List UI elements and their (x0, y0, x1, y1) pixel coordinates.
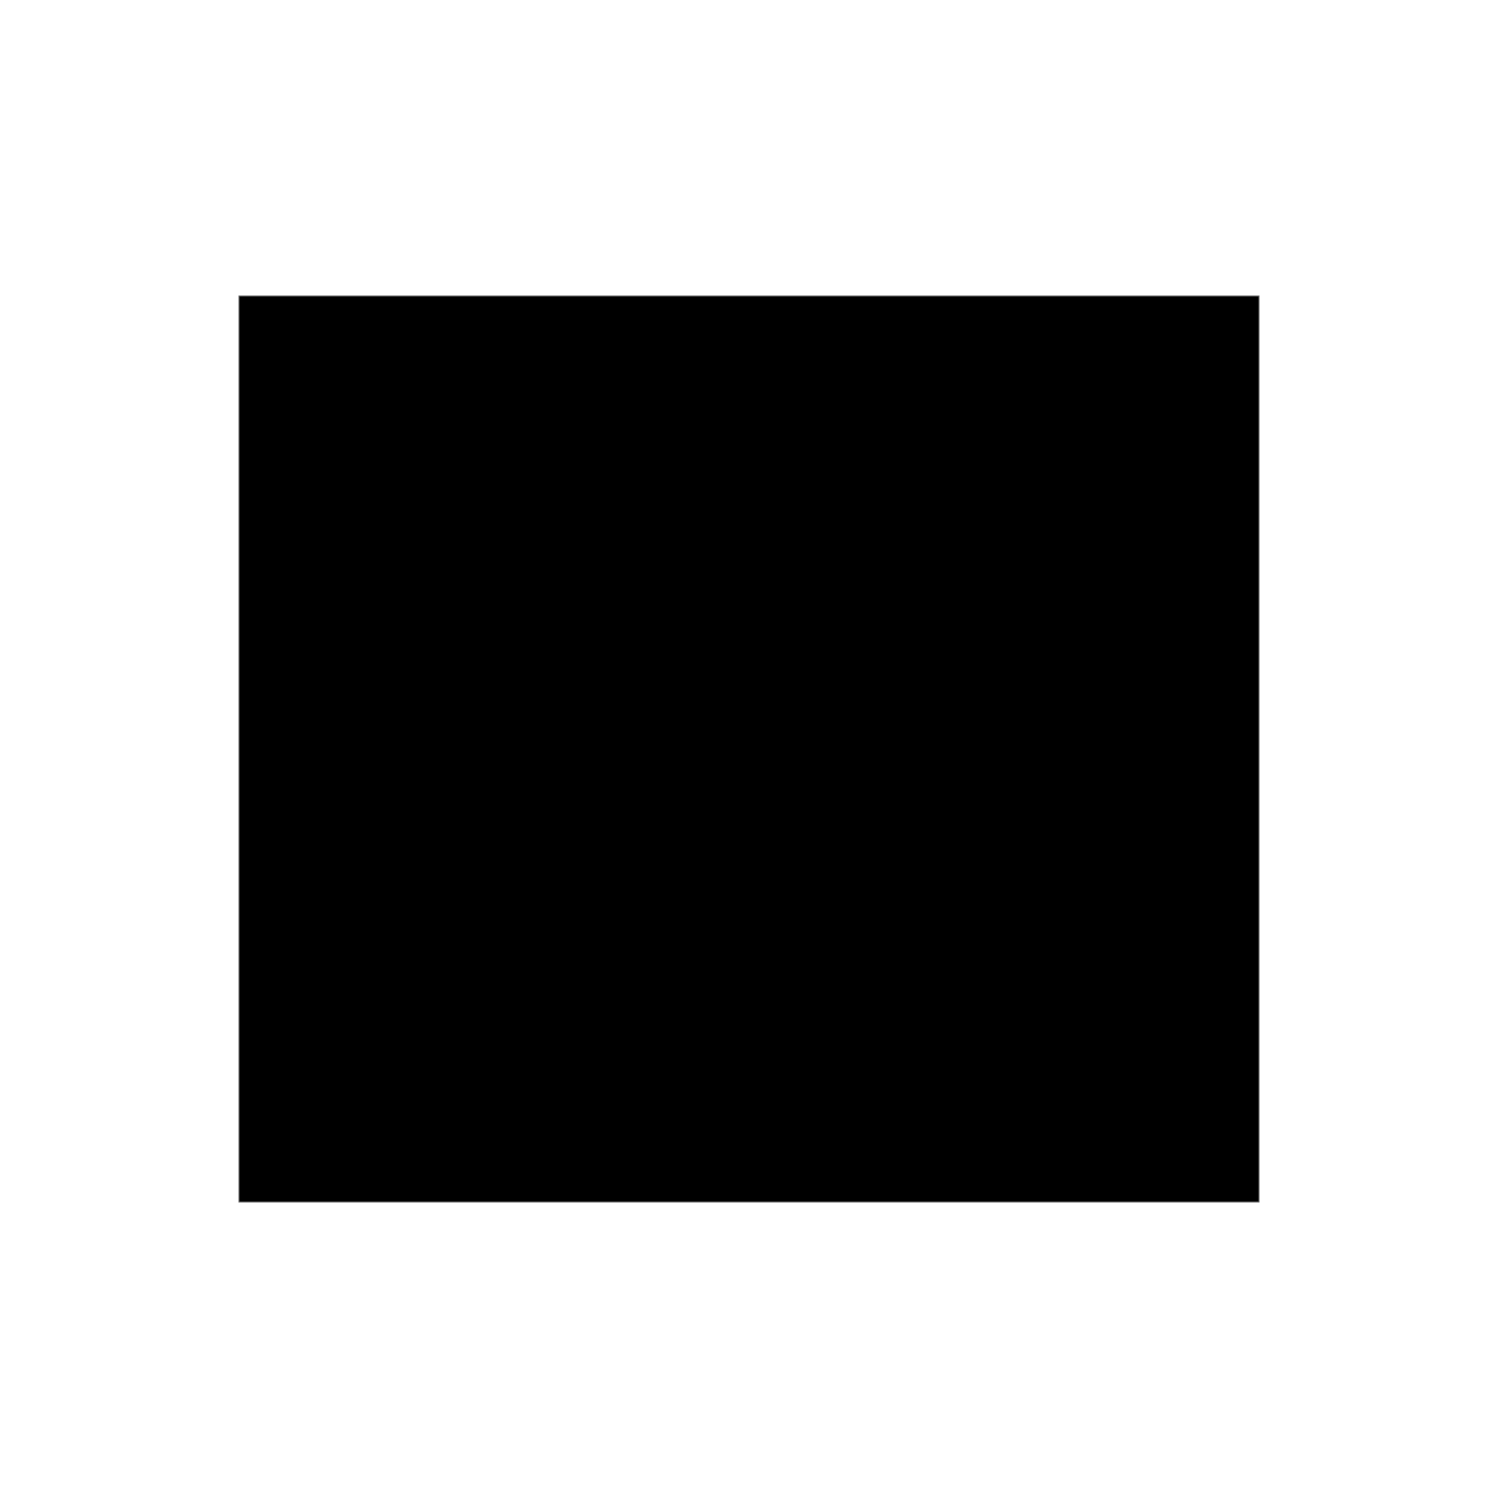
plot-background (239, 296, 1259, 1202)
